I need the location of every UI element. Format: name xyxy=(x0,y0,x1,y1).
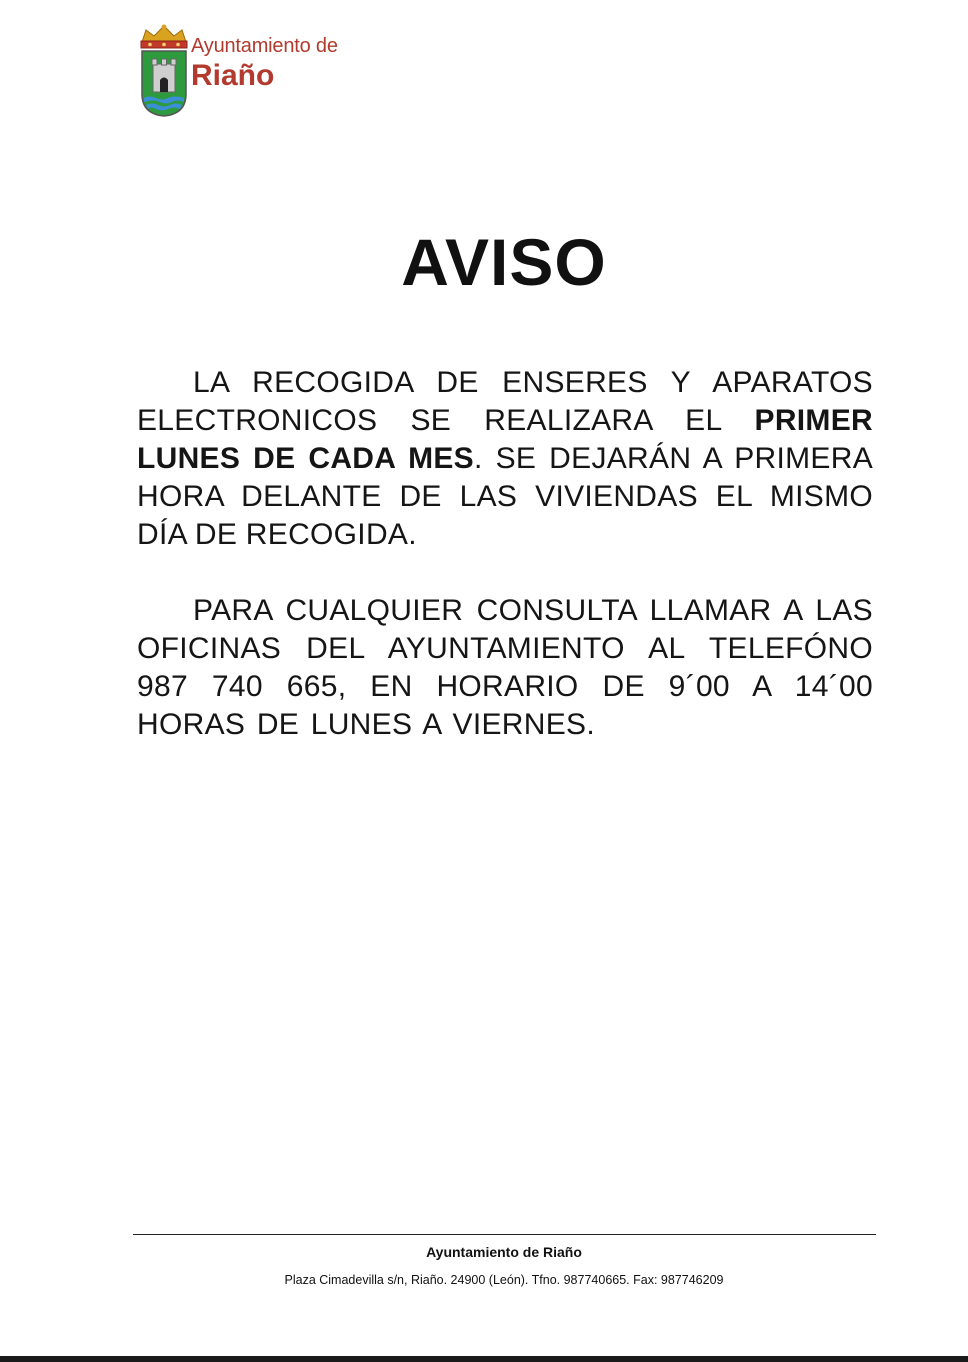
footer-divider xyxy=(133,1234,876,1235)
footer-address: Plaza Cimadevilla s/n, Riaño. 24900 (León). Tfno. 987740665. Fax: 987746209 xyxy=(284,1273,724,1287)
logo-title-line2: Riaño xyxy=(191,59,275,92)
paragraph-1-text-end: . SE DEJARÁN A PRIMERA HORA DELANTE DE LAS VIVIENDAS EL MISMO DÍA DE RECOGIDA. xyxy=(137,442,874,551)
logo-title-line1: Ayuntamiento de xyxy=(191,35,338,57)
notice-paragraph-1 xyxy=(137,364,873,554)
coat-of-arms-icon xyxy=(138,24,190,118)
municipality-logo xyxy=(138,24,368,120)
paragraph-1-text-start: LA RECOGIDA DE ENSERES Y APARATOS ELECTRONICOS SE REALIZARA EL xyxy=(137,366,873,437)
paragraph-1-emphasis: PRIMER LUNES DE CADA MES xyxy=(137,404,873,475)
notice-title: AVISO xyxy=(401,225,607,299)
page-bottom-edge xyxy=(0,1356,968,1362)
footer-organization-name: Ayuntamiento de Riaño xyxy=(426,1244,582,1260)
notice-paragraph-2: PARA CUALQUIER CONSULTA LLAMAR A LAS OFICINAS DEL AYUNTAMIENTO AL TELEFÓNO 987 740 665, EN HORARIO DE 9´00 A 14´00 HORAS DE LUNES A VIERNES. xyxy=(137,594,873,741)
